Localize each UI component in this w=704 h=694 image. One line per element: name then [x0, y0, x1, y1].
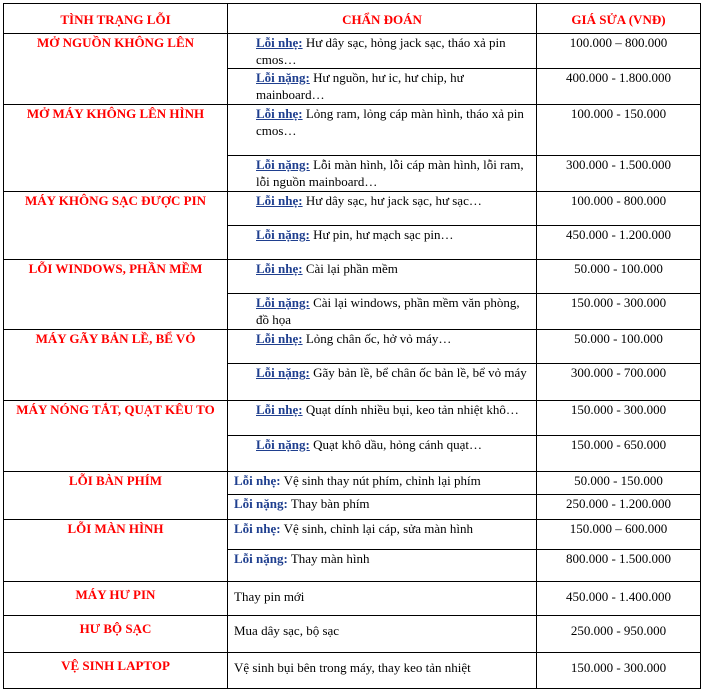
price-cell: 150.000 - 300.000	[537, 400, 701, 435]
severity-label: Lỗi nặng:	[256, 436, 310, 452]
diagnosis-cell	[228, 616, 537, 652]
condition-cell: VỆ SINH LAPTOP	[4, 652, 228, 688]
severity-label: Lỗi nhẹ:	[234, 520, 281, 536]
severity-label: Lỗi nặng:	[256, 365, 310, 381]
diagnosis-text: Quạt khô dầu, hỏng cánh quạt…	[309, 436, 483, 452]
diagnosis-text: Hư dây sạc, hỏng jack sạc, tháo xả pin cmos…	[256, 35, 506, 67]
table-row	[4, 472, 701, 495]
condition-cell: LỖI BÀN PHÍM	[4, 472, 228, 519]
diagnosis-cell	[228, 34, 537, 69]
severity-label: Lỗi nhẹ:	[234, 473, 281, 489]
diagnosis-cell	[228, 192, 537, 226]
severity-label: Lỗi nhẹ:	[256, 401, 303, 417]
diagnosis-text: Lỏng ram, lỏng cáp màn hình, tháo xả pin cmos…	[256, 105, 524, 138]
price-cell: 100.000 - 150.000	[537, 104, 701, 155]
diagnosis-cell	[228, 495, 537, 519]
severity-label: Lỗi nhẹ:	[256, 260, 303, 276]
diagnosis-cell	[228, 582, 537, 616]
header-diagnosis: CHẨN ĐOÁN	[228, 4, 537, 34]
condition-cell: LỖI WINDOWS, PHẦN MỀM	[4, 259, 228, 330]
condition-cell: HƯ BỘ SẠC	[4, 616, 228, 652]
severity-label: Lỗi nhẹ:	[256, 105, 303, 121]
price-cell: 50.000 - 150.000	[537, 472, 701, 495]
severity-label: Lỗi nặng:	[256, 156, 310, 172]
diagnosis-cell	[228, 226, 537, 259]
diagnosis-text: Vệ sinh, chỉnh lại cáp, sửa màn hình	[280, 520, 473, 536]
diagnosis-text: Vệ sinh thay nút phím, chỉnh lại phím	[280, 473, 481, 489]
table-row	[4, 104, 701, 155]
header-condition: TÌNH TRẠNG LỖI	[4, 4, 228, 34]
price-cell: 100.000 - 800.000	[537, 192, 701, 226]
severity-label: Lỗi nặng:	[256, 294, 310, 310]
price-cell: 100.000 – 800.000	[537, 34, 701, 69]
table-row	[4, 652, 701, 688]
header-price: GIÁ SỬA (VNĐ)	[537, 4, 701, 34]
price-cell: 450.000 - 1.400.000	[537, 582, 701, 616]
condition-cell: MÁY KHÔNG SẠC ĐƯỢC PIN	[4, 192, 228, 260]
severity-label: Lỗi nặng:	[234, 550, 288, 566]
severity-label: Lỗi nặng:	[256, 70, 310, 86]
price-cell: 150.000 - 300.000	[537, 293, 701, 329]
condition-cell: MÁY HƯ PIN	[4, 582, 228, 616]
diagnosis-text: Hư nguồn, hư ic, hư chip, hư mainboard…	[256, 70, 464, 103]
price-cell: 800.000 - 1.500.000	[537, 549, 701, 581]
table-row	[4, 259, 701, 293]
repair-price-table	[3, 3, 701, 689]
diagnosis-text: Hư dây sạc, hư jack sạc, hư sạc…	[302, 193, 482, 209]
diagnosis-cell	[228, 69, 537, 104]
diagnosis-text: Lỗi màn hình, lỗi cáp màn hình, lỗi ram, lỗi nguồn mainboard…	[256, 156, 524, 189]
diagnosis-text: Thay bàn phím	[287, 496, 370, 512]
price-cell: 50.000 - 100.000	[537, 330, 701, 364]
diagnosis-cell	[228, 364, 537, 400]
table-row	[4, 582, 701, 616]
price-cell: 250.000 - 950.000	[537, 616, 701, 652]
diagnosis-text: Quạt dính nhiều bụi, keo tản nhiệt khô…	[302, 401, 519, 417]
condition-cell: MỞ MÁY KHÔNG LÊN HÌNH	[4, 104, 228, 192]
condition-cell: MÁY GÃY BẢN LỀ, BỂ VỎ	[4, 330, 228, 401]
table-row	[4, 192, 701, 226]
diagnosis-text: Thay màn hình	[287, 550, 370, 566]
diagnosis-cell	[228, 293, 537, 329]
price-cell: 50.000 - 100.000	[537, 259, 701, 293]
condition-cell: MỞ NGUỒN KHÔNG LÊN	[4, 34, 228, 105]
severity-label: Lỗi nặng:	[256, 227, 310, 243]
price-cell: 150.000 – 600.000	[537, 519, 701, 549]
table-header-row	[4, 4, 701, 34]
table-row	[4, 34, 701, 69]
price-cell: 450.000 - 1.200.000	[537, 226, 701, 259]
table-row	[4, 400, 701, 435]
severity-label: Lỗi nặng:	[234, 496, 288, 512]
diagnosis-text: Thay pin mới	[234, 589, 305, 605]
diagnosis-text: Vệ sinh bụi bên trong máy, thay keo tản nhiệt	[234, 659, 471, 675]
diagnosis-cell	[228, 472, 537, 495]
diagnosis-cell	[228, 155, 537, 191]
diagnosis-text: Hư pin, hư mạch sạc pin…	[309, 227, 454, 243]
diagnosis-cell	[228, 519, 537, 549]
diagnosis-text: Gãy bản lề, bể chân ốc bản lề, bể vỏ máy	[309, 365, 527, 381]
diagnosis-cell	[228, 104, 537, 155]
condition-cell: MÁY NÓNG TẮT, QUẠT KÊU TO	[4, 400, 228, 472]
price-cell: 150.000 - 650.000	[537, 435, 701, 471]
diagnosis-text: Cài lại phần mềm	[302, 260, 398, 276]
diagnosis-text: Mua dây sạc, bộ sạc	[234, 623, 340, 639]
price-cell: 150.000 - 300.000	[537, 652, 701, 688]
price-cell: 300.000 - 1.500.000	[537, 155, 701, 191]
diagnosis-cell	[228, 549, 537, 581]
price-cell: 250.000 - 1.200.000	[537, 495, 701, 519]
price-cell: 400.000 - 1.800.000	[537, 69, 701, 104]
condition-cell: LỖI MÀN HÌNH	[4, 519, 228, 581]
price-cell: 300.000 - 700.000	[537, 364, 701, 400]
diagnosis-cell	[228, 435, 537, 471]
table-row	[4, 519, 701, 549]
table-row	[4, 616, 701, 652]
diagnosis-cell	[228, 652, 537, 688]
table-row	[4, 330, 701, 364]
diagnosis-text: Lỏng chân ốc, hở vỏ máy…	[302, 331, 452, 347]
diagnosis-text: Cài lại windows, phần mềm văn phòng, đồ họa	[256, 294, 520, 327]
diagnosis-cell	[228, 400, 537, 435]
severity-label: Lỗi nhẹ:	[256, 193, 303, 209]
severity-label: Lỗi nhẹ:	[256, 331, 303, 347]
diagnosis-cell	[228, 259, 537, 293]
severity-label: Lỗi nhẹ:	[256, 35, 303, 50]
diagnosis-cell	[228, 330, 537, 364]
